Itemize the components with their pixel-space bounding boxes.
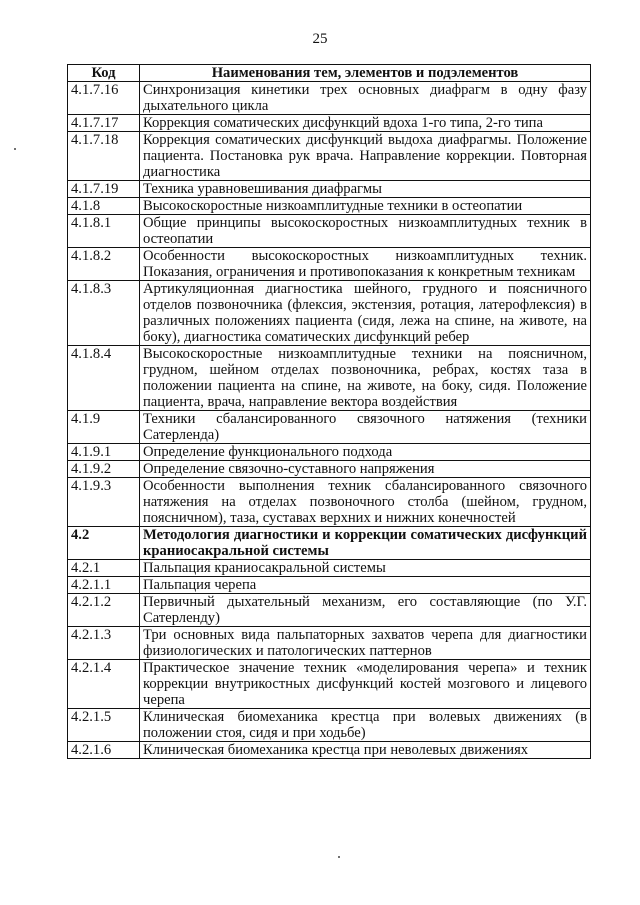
table-row — [68, 198, 591, 215]
row-code: 4.1.7.17 — [68, 115, 140, 132]
table-row — [68, 411, 591, 444]
row-code: 4.1.8.4 — [68, 346, 140, 411]
table-row — [68, 82, 591, 115]
row-title: Техника уравновешивания диафрагмы — [140, 181, 591, 198]
row-code: 4.1.8.2 — [68, 248, 140, 281]
row-title: Первичный дыхательный механизм, его составляющие (по У.Г. Сатерленду) — [140, 594, 591, 627]
row-title: Методология диагностики и коррекции соматических дисфункций краниосакральной системы — [140, 527, 591, 560]
row-code: 4.2.1.1 — [68, 577, 140, 594]
row-title: Пальпация черепа — [140, 577, 591, 594]
row-code: 4.1.8.1 — [68, 215, 140, 248]
row-title: Определение функционального подхода — [140, 444, 591, 461]
row-title: Три основных вида пальпаторных захватов черепа для диагностики физиологических и патологических паттернов — [140, 627, 591, 660]
table-row — [68, 560, 591, 577]
table-row — [68, 461, 591, 478]
table-row — [68, 527, 591, 560]
header-title: Наименования тем, элементов и подэлементов — [140, 65, 591, 82]
row-code: 4.2.1.4 — [68, 660, 140, 709]
row-code: 4.1.7.16 — [68, 82, 140, 115]
scan-speck — [338, 856, 340, 858]
scan-speck — [14, 148, 16, 150]
row-code: 4.1.7.19 — [68, 181, 140, 198]
table-row — [68, 742, 591, 759]
row-code: 4.1.9.1 — [68, 444, 140, 461]
row-code: 4.1.8 — [68, 198, 140, 215]
table-row — [68, 346, 591, 411]
table-row — [68, 215, 591, 248]
row-title: Определение связочно-суставного напряжения — [140, 461, 591, 478]
table-row — [68, 577, 591, 594]
row-title: Практическое значение техник «моделирования черепа» и техник коррекции внутрикостных дисфункций костей мозгового и лицевого черепа — [140, 660, 591, 709]
table-row — [68, 478, 591, 527]
row-title: Артикуляционная диагностика шейного, грудного и поясничного отделов позвоночника (флексия, экстензия, ротация, латерофлексия) в различных положениях пациента (сидя, лежа на спине, на животе, на боку), диагностика соматических дисфункций ребер — [140, 281, 591, 346]
table-row — [68, 709, 591, 742]
table-row — [68, 627, 591, 660]
row-title: Пальпация краниосакральной системы — [140, 560, 591, 577]
row-code: 4.2 — [68, 527, 140, 560]
row-code: 4.1.9.3 — [68, 478, 140, 527]
table-row — [68, 248, 591, 281]
table-row — [68, 444, 591, 461]
row-code: 4.2.1.6 — [68, 742, 140, 759]
row-title: Коррекция соматических дисфункций вдоха 1-го типа, 2-го типа — [140, 115, 591, 132]
row-code: 4.1.9.2 — [68, 461, 140, 478]
topics-table — [67, 64, 591, 759]
row-code: 4.1.9 — [68, 411, 140, 444]
table-header-row — [68, 65, 591, 82]
table-row — [68, 181, 591, 198]
row-title: Техники сбалансированного связочного натяжения (техники Сатерленда) — [140, 411, 591, 444]
row-code: 4.2.1.5 — [68, 709, 140, 742]
table-row — [68, 115, 591, 132]
table-row — [68, 281, 591, 346]
table-row — [68, 132, 591, 181]
page-number: 25 — [312, 31, 328, 47]
row-title: Синхронизация кинетики трех основных диафрагм в одну фазу дыхательного цикла — [140, 82, 591, 115]
row-title: Клиническая биомеханика крестца при неволевых движениях — [140, 742, 591, 759]
row-code: 4.2.1.2 — [68, 594, 140, 627]
row-code: 4.2.1 — [68, 560, 140, 577]
row-code: 4.1.7.18 — [68, 132, 140, 181]
row-title: Особенности выполнения техник сбалансированного связочного натяжения на отделах позвоночного столба (шейном, грудном, поясничном), таза, суставах верхних и нижних конечностей — [140, 478, 591, 527]
row-code: 4.1.8.3 — [68, 281, 140, 346]
row-title: Особенности высокоскоростных низкоамплитудных техник. Показания, ограничения и противопоказания к конкретным техникам — [140, 248, 591, 281]
table-body — [68, 82, 591, 759]
header-code: Код — [68, 65, 140, 82]
row-title: Клиническая биомеханика крестца при волевых движениях (в положении стоя, сидя и при ходьбе) — [140, 709, 591, 742]
row-title: Общие принципы высокоскоростных низкоамплитудных техник в остеопатии — [140, 215, 591, 248]
table-row — [68, 594, 591, 627]
row-title: Высокоскоростные низкоамплитудные техники в остеопатии — [140, 198, 591, 215]
row-title: Коррекция соматических дисфункций выдоха диафрагмы. Положение пациента. Постановка рук врача. Направление коррекции. Повторная диагностика — [140, 132, 591, 181]
row-title: Высокоскоростные низкоамплитудные техники на поясничном, грудном, шейном отделах позвоночника, ребрах, костях таза в положении пациента на спине, на животе, на боку, сидя. Положение пациента, врача, направление вектора воздействия — [140, 346, 591, 411]
row-code: 4.2.1.3 — [68, 627, 140, 660]
table-row — [68, 660, 591, 709]
